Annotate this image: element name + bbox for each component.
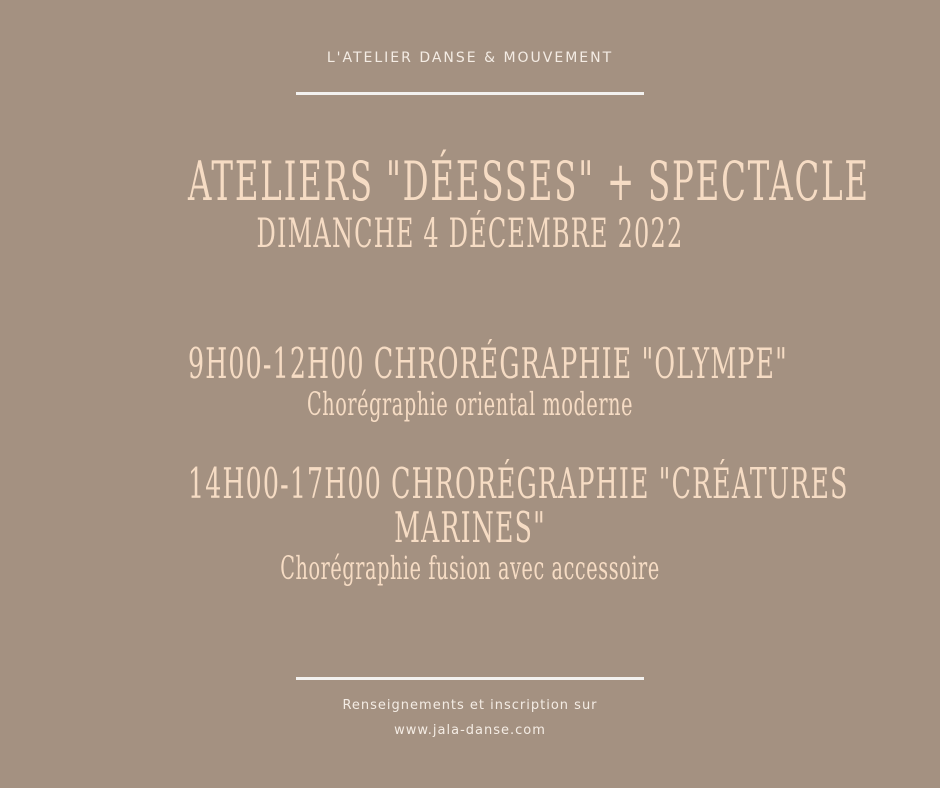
brand-name: L'ATELIER DANSE & MOUVEMENT (326, 50, 614, 66)
bottom-divider (296, 677, 644, 680)
info-text: Renseignements et inscription sur (342, 698, 598, 713)
session-1-subtitle: Chorégraphie oriental moderne (306, 385, 634, 423)
top-divider (296, 92, 644, 95)
session-2-subtitle: Chorégraphie fusion avec accessoire (280, 549, 660, 587)
session-2-title-line2: MARINES" (394, 503, 546, 552)
event-title: ATELIERS "DÉESSES" + SPECTACLE (188, 150, 870, 213)
session-2-title-line1: 14H00-17H00 CHRORÉGRAPHIE "CRÉATURES (188, 459, 849, 508)
event-date: DIMANCHE 4 DÉCEMBRE 2022 (256, 211, 684, 257)
session-1-title: 9H00-12H00 CHRORÉGRAPHIE "OLYMPE" (188, 339, 788, 388)
website-link[interactable]: www.jala-danse.com (394, 723, 546, 738)
